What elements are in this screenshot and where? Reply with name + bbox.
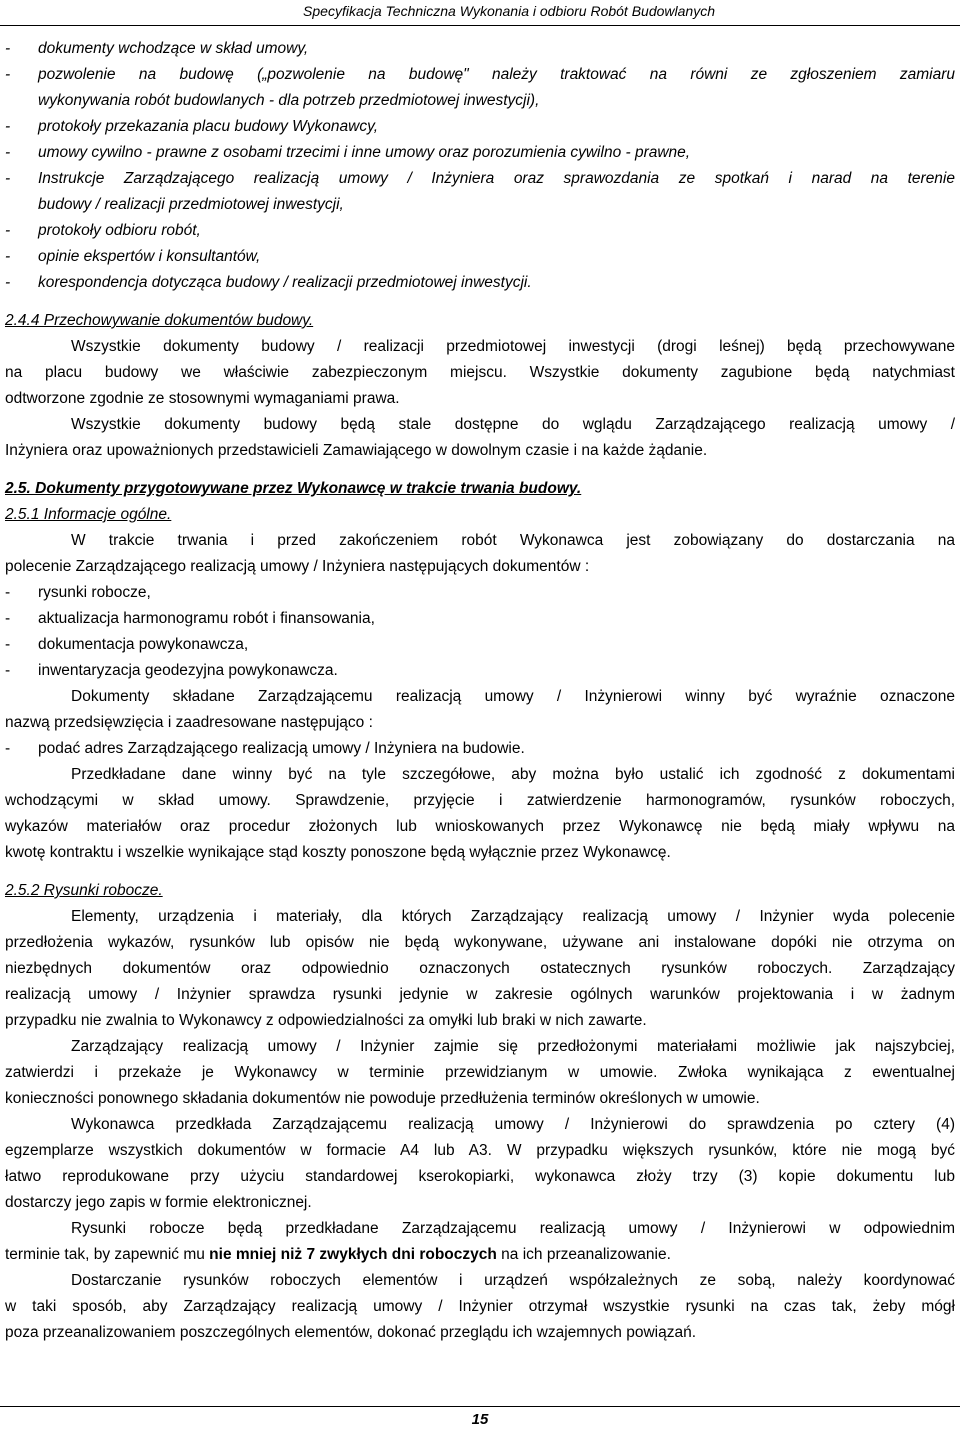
subsection-heading-2-5-2: 2.5.2 Rysunki robocze. [5, 882, 163, 899]
paragraph-line: konieczności ponownego składania dokumentów nie powoduje przedłużenia terminów określonych w umowie. [5, 1090, 760, 1107]
list-item-continuation: budowy / realizacji przedmiotowej inwestycji, [38, 196, 344, 213]
bullet-dash: - [5, 40, 11, 57]
page-number: 15 [471, 1411, 489, 1428]
list-item [5, 580, 955, 606]
paragraph-line: Dostarczanie rysunków roboczych elementów i urządzeń współzależnych ze sobą, należy koordynować [71, 1272, 955, 1289]
bullet-dash: - [5, 248, 11, 265]
list-item [5, 606, 955, 632]
list-item [5, 736, 955, 762]
bullet-dash: - [5, 222, 11, 239]
list-item-text: inwentaryzacja geodezyjna powykonawcza. [38, 662, 338, 679]
paragraph-line: Wykonawca przedkłada Zarządzającemu realizacją umowy / Inżynierowi do sprawdzenia po cztery (4) [71, 1116, 955, 1133]
paragraph-line: Wszystkie dokumenty budowy będą stale dostępne do wglądu Zarządzającego realizacją umowy / [71, 416, 955, 433]
paragraph-line: Inżyniera oraz upoważnionych przedstawicieli Zamawiającego w dowolnym czasie i na każde żądanie. [5, 442, 708, 459]
bullet-dash: - [5, 274, 11, 291]
section-heading-2-5: 2.5. Dokumenty przygotowywane przez Wykonawcę w trakcie trwania budowy. [5, 480, 582, 497]
list-item [5, 270, 955, 296]
list-item [5, 140, 955, 166]
paragraph-line: na placu budowy we właściwie zabezpieczonym miejscu. Wszystkie dokumenty zagubione będą natychmiast [5, 364, 955, 381]
list-item-text: pozwolenie na budowę („pozwolenie na budowę" należy traktować na równi ze zgłoszeniem zamiaru [38, 66, 955, 83]
paragraph-line: łatwo reprodukowane przy użyciu standardowej kserokopiarki, wykonawca złoży trzy (3) kopie dokumentu lub [5, 1168, 955, 1185]
bullet-dash: - [5, 66, 11, 83]
bullet-list-documents [5, 36, 955, 296]
paragraph-line [5, 1242, 955, 1268]
list-item-text: podać adres Zarządzającego realizacją umowy / Inżyniera na budowie. [38, 740, 525, 757]
list-item [5, 62, 955, 88]
list-item-text: dokumenty wchodzące w skład umowy, [38, 40, 309, 57]
section-2-4-4-body [5, 334, 955, 464]
paragraph-line: zatwierdzi i przekaże je Wykonawcy w terminie przewidzianym w umowie. Zwłoka wynikająca z ewentualnej [5, 1064, 955, 1081]
text-run: na ich przeanalizowanie. [496, 1246, 671, 1263]
list-item-text: aktualizacja harmonogramu robót i finansowania, [38, 610, 375, 627]
section-heading-2-4-4: 2.4.4 Przechowywanie dokumentów budowy. [5, 312, 314, 329]
paragraph-line: Dokumenty składane Zarządzającemu realizacją umowy / Inżynierowi winny być wyraźnie oznaczone [71, 688, 955, 705]
list-item-text: opinie ekspertów i konsultantów, [38, 248, 261, 265]
bullet-dash: - [5, 636, 11, 653]
list-item-text: protokoły odbioru robót, [38, 222, 201, 239]
paragraph-line: niezbędnych dokumentów oraz odpowiednio oznaczonych ostatecznych rysunków roboczych. Zarządzający [5, 960, 955, 977]
bullet-dash: - [5, 740, 11, 757]
paragraph-line: przedłożenia wykazów, rysunków lub opisów nie będą wykonywane, używane ani instalowane dopóki nie otrzyma on [5, 934, 955, 951]
bullet-dash: - [5, 144, 11, 161]
paragraph-line: realizacją umowy / Inżynier sprawdza rysunki jedynie w zakresie ogólnych warunków projektowania i w żadnym [5, 986, 955, 1003]
paragraph-line: Wszystkie dokumenty budowy / realizacji przedmiotowej inwestycji (drogi leśnej) będą przechowywane [71, 338, 955, 355]
paragraph-line: egzemplarze wszystkich dokumentów w formacie A4 lub A3. W przypadku większych rysunków, które nie mogą być [5, 1142, 955, 1159]
paragraph-line: Przedkładane dane winny być na tyle szczegółowe, aby można było ustalić ich zgodność z dokumentami [71, 766, 955, 783]
list-item-text: korespondencja dotycząca budowy / realizacji przedmiotowej inwestycji. [38, 274, 532, 291]
list-item-text: dokumentacja powykonawcza, [38, 636, 249, 653]
list-item-text: protokoły przekazania placu budowy Wykonawcy, [38, 118, 379, 135]
paragraph-line: w taki sposób, aby Zarządzający realizacją umowy / Inżynier otrzymał wszystkie rysunki na czas tak, żeby mógł [5, 1298, 955, 1315]
bullet-dash: - [5, 170, 11, 187]
text-run: terminie tak, by zapewnić mu [5, 1246, 210, 1263]
paragraph-line: wchodzącymi w skład umowy. Sprawdzenie, przyjęcie i zatwierdzenie harmonogramów, rysunków roboczych, [5, 792, 955, 809]
bullet-dash: - [5, 610, 11, 627]
footer-rule [0, 1406, 960, 1407]
paragraph-line: Elementy, urządzenia i materiały, dla których Zarządzający realizacją umowy / Inżynier wyda polecenie [71, 908, 955, 925]
list-item [5, 36, 955, 62]
paragraph-line: przypadku nie zwalnia to Wykonawcy z odpowiedzialności za omyłki lub braki w nich zawarte. [5, 1012, 647, 1029]
paragraph-line: kwotę kontraktu i wszelkie wynikające stąd koszty ponoszone będą wyłącznie przez Wykonawcę. [5, 844, 671, 861]
paragraph-line: odtworzone zgodnie ze stosownymi wymaganiami prawa. [5, 390, 400, 407]
paragraph-line: poza przeanalizowaniem poszczególnych elementów, dokonać przeglądu ich wzajemnych powiązań. [5, 1324, 697, 1341]
paragraph-line: Rysunki robocze będą przedkładane Zarządzającemu realizacją umowy / Inżynierowi w odpowiednim [71, 1220, 955, 1237]
list-item [5, 632, 955, 658]
emphasis-bold: nie mniej niż 7 zwykłych dni roboczych [209, 1246, 497, 1263]
list-item-text: umowy cywilno - prawne z osobami trzecimi i inne umowy oraz porozumienia cywilno - prawne, [38, 144, 691, 161]
page-content [5, 36, 955, 1346]
paragraph-line: nazwą przedsięwzięcia i zaadresowane następująco : [5, 714, 373, 731]
list-item [5, 244, 955, 270]
bullet-dash: - [5, 584, 11, 601]
paragraph-line: wykazów materiałów oraz procedur złożonych lub wnioskowanych przez Wykonawcę nie będą miały wpływu na [5, 818, 955, 835]
page-header: Specyfikacja Techniczna Wykonania i odbioru Robót Budowlanych [0, 0, 960, 26]
list-item-text: rysunki robocze, [38, 584, 151, 601]
paragraph-line: polecenie Zarządzającego realizacją umowy / Inżyniera następujących dokumentów : [5, 558, 590, 575]
list-item [5, 114, 955, 140]
list-item [5, 658, 955, 684]
subsection-heading-2-5-1: 2.5.1 Informacje ogólne. [5, 506, 172, 523]
bullet-dash: - [5, 662, 11, 679]
list-item-text: Instrukcje Zarządzającego realizacją umowy / Inżyniera oraz sprawozdania ze spotkań i narad na terenie [38, 170, 955, 187]
paragraph-line: Zarządzający realizacją umowy / Inżynier zajmie się przedłożonymi materiałami możliwie jak najszybciej, [71, 1038, 955, 1055]
section-2-5-1-body [5, 528, 955, 866]
paragraph-line: W trakcie trwania i przed zakończeniem robót Wykonawca jest zobowiązany do dostarczania na [71, 532, 955, 549]
bullet-dash: - [5, 118, 11, 135]
paragraph-line: dostarczy jego zapis w formie elektronicznej. [5, 1194, 312, 1211]
list-item [5, 218, 955, 244]
list-item-continuation: wykonywania robót budowlanych - dla potrzeb przedmiotowej inwestycji), [38, 92, 540, 109]
section-2-5-2-body [5, 904, 955, 1346]
list-item [5, 166, 955, 192]
